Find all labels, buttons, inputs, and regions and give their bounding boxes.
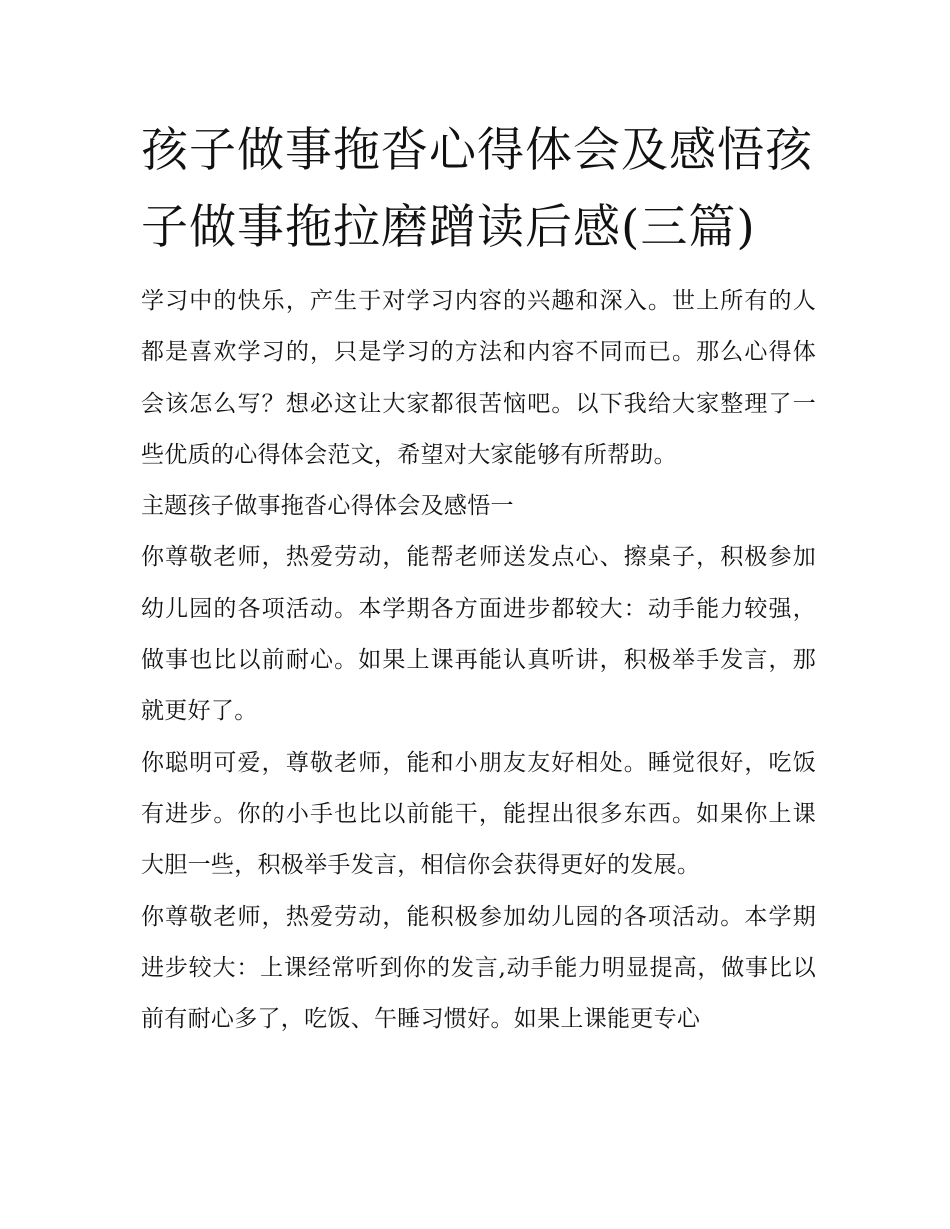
document-title: 孩子做事拖沓心得体会及感悟孩子做事拖拉磨蹭读后感(三篇)	[141, 123, 813, 255]
body-paragraph: 你尊敬老师，热爱劳动，能积极参加幼儿园的各项活动。本学期进步较大：上课经常听到你的发言,动手能力明显提高，做事比以前有耐心多了，吃饭、午睡习惯好。如果上课能更专心	[141, 903, 816, 1033]
section-heading: 主题孩子做事拖沓心得体会及感悟一	[141, 493, 514, 520]
body-paragraph: 你聪明可爱，尊敬老师，能和小朋友友好相处。睡觉很好，吃饭有进步。你的小手也比以前能干，能捏出很多东西。如果你上课大胆一些，积极举手发言，相信你会获得更好的发展。	[141, 749, 816, 879]
intro-paragraph: 学习中的快乐，产生于对学习内容的兴趣和深入。世上所有的人都是喜欢学习的，只是学习的方法和内容不同而已。那么心得体会该怎么写？想必这让大家都很苦恼吧。以下我给大家整理了一些优质的心得体会范文，希望对大家能够有所帮助。	[141, 288, 816, 468]
document-body	[141, 112, 816, 1045]
body-paragraph: 你尊敬老师，热爱劳动，能帮老师送发点心、擦桌子，积极参加幼儿园的各项活动。本学期各方面进步都较大：动手能力较强，做事也比以前耐心。如果上课再能认真听讲，积极举手发言，那就更好了。	[141, 544, 816, 725]
